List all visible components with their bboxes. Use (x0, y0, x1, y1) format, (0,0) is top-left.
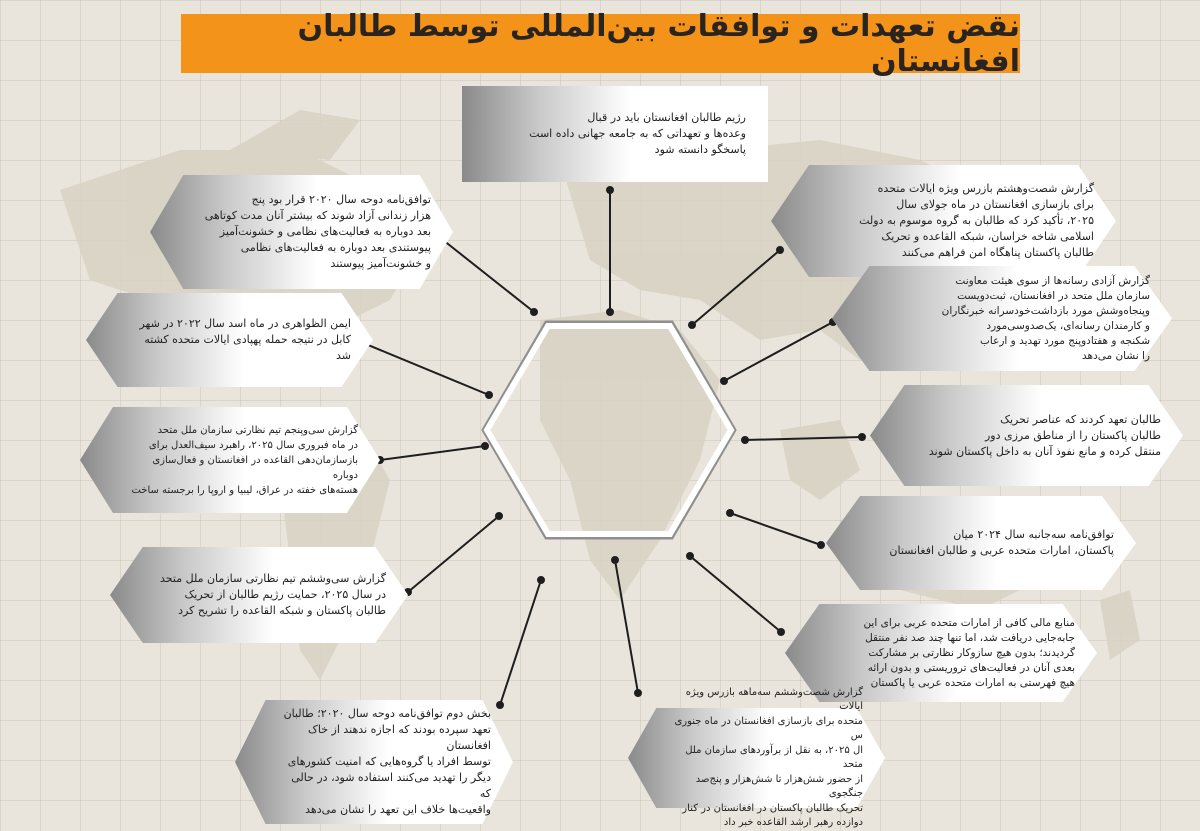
card-bottom-right (628, 686, 885, 828)
card-right-3 (870, 385, 1183, 486)
card-right-1 (771, 165, 1116, 277)
card-bottom-left (235, 700, 513, 824)
card-right-4 (826, 496, 1136, 590)
card-right-2-text: گزارش آزادی رسانه‌ها از سوی هیئت معاونت سازمان ملل متحد در افغانستان، ثبت‌دویست وپنجاه‌وشش مورد بازداشت‌خودسرانه خبرنگاران و کارمندان رسانه‌ای، یک‌صدوسی‌مورد شکنجه و هفتادوپنج مورد تهدید و ارعاب را نشان می‌دهد (941, 274, 1150, 362)
card-right-5-text: منابع مالی کافی از امارات متحده عربی برای این جابه‌جایی دریافت شد، اما تنها چند صد نفر منتقل گردیدند؛ بدون هیچ سازوکار نظارتی بر مشارکت بعدی آنان در فعالیت‌های تروریستی و بدون ارائه هیچ فهرستی به امارات متحده عربی یا پاکستان (863, 616, 1075, 689)
card-left-2-text: ایمن الظواهری در ماه اسد سال ۲۰۲۲ در شهر کابل در نتیجه حمله پهپادی ایالات متحده کشته شد (139, 317, 351, 362)
card-right-4-text: توافق‌نامه سه‌جانبه سال ۲۰۲۴ میان پاکستان، امارات متحده عربی و طالبان افغانستان (889, 528, 1114, 557)
card-bottom-right-text: گزارش شصت‌وششم سه‌ماهه بازرس ویژه ایالات متحده برای بازسازی افغانستان در ماه جنوری س ال ۲۰۲۵، به نقل از برآوردهای سازمان ملل متحد از حضور شش‌هزار تا شش‌هزار و پنج‌صد جنگجوی تحریک طالبان پاکستان در افغانستان در کنار دوازده رهبر ارشد القاعده خبر داد (674, 686, 863, 828)
card-right-2 (832, 266, 1172, 371)
card-left-3 (80, 407, 380, 513)
card-left-3-text: گزارش سی‌وپنجم تیم نظارتی سازمان ملل متحد در ماه فبروری سال ۲۰۲۵، راهبرد سیف‌العدل برای بازسازمان‌دهی القاعده در افغانستان و فعال‌سازی دوباره هسته‌های خفته در عراق، لیبیا و اروپا را برجسته ساخت (131, 424, 358, 496)
card-top-text: رژیم طالبان افغانستان باید در قبال وعده‌ها و تعهداتی که به جامعه جهانی داده است پاسخگو دانسته شود (529, 111, 746, 156)
card-left-1 (150, 175, 453, 289)
title-banner (181, 8, 1020, 79)
card-bottom-left-text: بخش دوم توافق‌نامه دوحه سال ۲۰۲۰؛ طالبان تعهد سپرده بودند که اجازه ندهند از خاک افغانستان توسط افراد یا گروه‌هایی که امنیت کشورهای دیگر را تهدید می‌کنند استفاده شود، در حالی که واقعیت‌ها خلاف این تعهد را نشان می‌دهد (283, 707, 491, 816)
card-left-2 (86, 293, 373, 387)
card-right-1-text: گزارش شصت‌وهشتم بازرس ویژه ایالات متحده برای بازسازی افغانستان در ماه جولای سال ۲۰۲۵، تأکید کرد که طالبان به گروه موسوم به دولت اسلامی شاخه خراسان، شبکه القاعده و تحریک طالبان پاکستان پناهگاه امن فراهم می‌کنند (859, 182, 1094, 259)
card-top (462, 86, 768, 182)
card-left-4 (110, 547, 408, 643)
card-right-3-text: طالبان تعهد کردند که عناصر تحریک طالبان پاکستان را از مناطق مرزی دور منتقل کرده و مانع نفوذ آنان به داخل پاکستان شوند (928, 412, 1161, 458)
card-left-1-text: توافق‌نامه دوحه سال ۲۰۲۰ قرار بود پنج هزار زندانی آزاد شوند که بیشتر آنان مدت کوتاهی بعد دوباره به فعالیت‌های نظامی و خشونت‌آمیز پیوستندی بعد دوباره به فعالیت‌های نظامی و خشونت‌آمیز پیوستند (204, 193, 431, 270)
page-title: نقض تعهدات و توافقات بین‌المللی توسط طالبان افغانستان (297, 8, 1020, 79)
card-left-4-text: گزارش سی‌وششم تیم نظارتی سازمان ملل متحد در سال ۲۰۲۵، حمایت رژیم طالبان از تحریک طالبان پاکستان و شبکه القاعده را تشریح کرد (160, 572, 386, 617)
